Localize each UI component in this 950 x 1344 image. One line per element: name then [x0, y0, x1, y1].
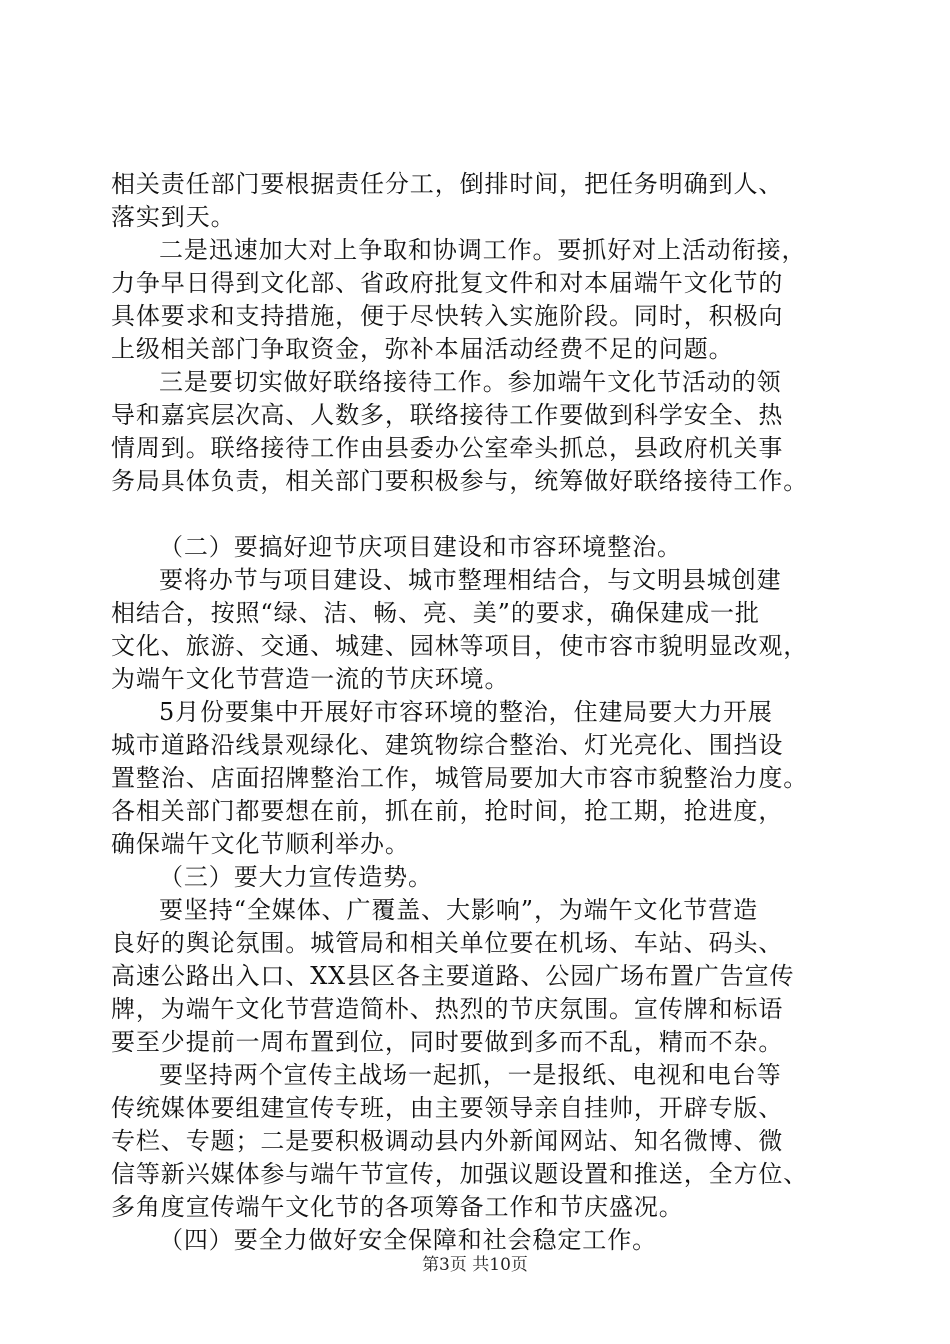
section-heading: （四）要全力做好安全保障和社会稳定工作。 — [159, 1226, 657, 1254]
text-line: 务局具体负责，相关部门要积极参与，统筹做好联络接待工作。 — [111, 467, 809, 495]
paragraph-start-line: 要坚持“全媒体、广覆盖、大影响”，为端午文化节营造 — [159, 896, 759, 924]
text-line: 力争早日得到文化部、省政府批复文件和对本届端午文化节的 — [111, 269, 784, 297]
text-line: 良好的舆论氛围。城管局和相关单位要在机场、车站、码头、 — [111, 929, 784, 957]
text-line: 各相关部门都要想在前，抓在前，抢时间，抢工期，抢进度， — [111, 797, 784, 825]
text-line: 置整治、店面招牌整治工作，城管局要加大市容市貌整治力度。 — [111, 764, 809, 792]
paragraph-start-line: 要坚持两个宣传主战场一起抓，一是报纸、电视和电台等 — [159, 1061, 782, 1089]
text-line: 确保端午文化节顺利举办。 — [111, 830, 410, 858]
text-line: 专栏、专题；二是要积极调动县内外新闻网站、知名微博、微 — [111, 1127, 784, 1155]
paragraph-gap — [111, 498, 841, 531]
paragraph-start-line: 要将办节与项目建设、城市整理相结合，与文明县城创建 — [159, 566, 782, 594]
section-heading: （二）要搞好迎节庆项目建设和市容环境整治。 — [159, 533, 682, 561]
section-heading: （三）要大力宣传造势。 — [159, 863, 433, 891]
text-line: 信等新兴媒体参与端午节宣传，加强议题设置和推送，全方位、 — [111, 1160, 809, 1188]
text-line: 城市道路沿线景观绿化、建筑物综合整治、灯光亮化、围挡设 — [111, 731, 784, 759]
text-line: 相结合，按照“绿、洁、畅、亮、美”的要求，确保建成一批 — [111, 599, 760, 627]
text-line: 文化、旅游、交通、城建、园林等项目，使市容市貌明显改观， — [111, 632, 809, 660]
document-body — [111, 168, 841, 1257]
text-line: 传统媒体要组建宣传专班，由主要领导亲自挂帅，开辟专版、 — [111, 1094, 784, 1122]
text-line: 高速公路出入口、XX县区各主要道路、公园广场布置广告宣传 — [111, 962, 795, 990]
paragraph-start-line: 二是迅速加大对上争取和协调工作。要抓好对上活动衔接， — [159, 236, 807, 264]
paragraph-start-line: 三是要切实做好联络接待工作。参加端午文化节活动的领 — [159, 368, 782, 396]
text-line: 要至少提前一周布置到位，同时要做到多而不乱，精而不杂。 — [111, 1028, 784, 1056]
page-footer — [0, 1253, 950, 1277]
text-line: 具体要求和支持措施，便于尽快转入实施阶段。同时，积极向 — [111, 302, 784, 330]
text-line: 导和嘉宾层次高、人数多，联络接待工作要做到科学安全、热 — [111, 401, 784, 429]
text-line: 为端午文化节营造一流的节庆环境。 — [111, 665, 510, 693]
text-line: 情周到。联络接待工作由县委办公室牵头抓总，县政府机关事 — [111, 434, 784, 462]
paragraph-start-line: 5月份要集中开展好市容环境的整治，住建局要大力开展 — [159, 698, 773, 726]
page-number-label: 第3页 共10页 — [422, 1255, 528, 1275]
text-line: 多角度宣传端午文化节的各项筹备工作和节庆盛况。 — [111, 1193, 684, 1221]
text-line: 上级相关部门争取资金，弥补本届活动经费不足的问题。 — [111, 335, 734, 363]
text-line: 牌，为端午文化节营造简朴、热烈的节庆氛围。宣传牌和标语 — [111, 995, 784, 1023]
text-line: 相关责任部门要根据责任分工，倒排时间，把任务明确到人、 — [111, 170, 784, 198]
text-line: 落实到天。 — [111, 203, 236, 231]
